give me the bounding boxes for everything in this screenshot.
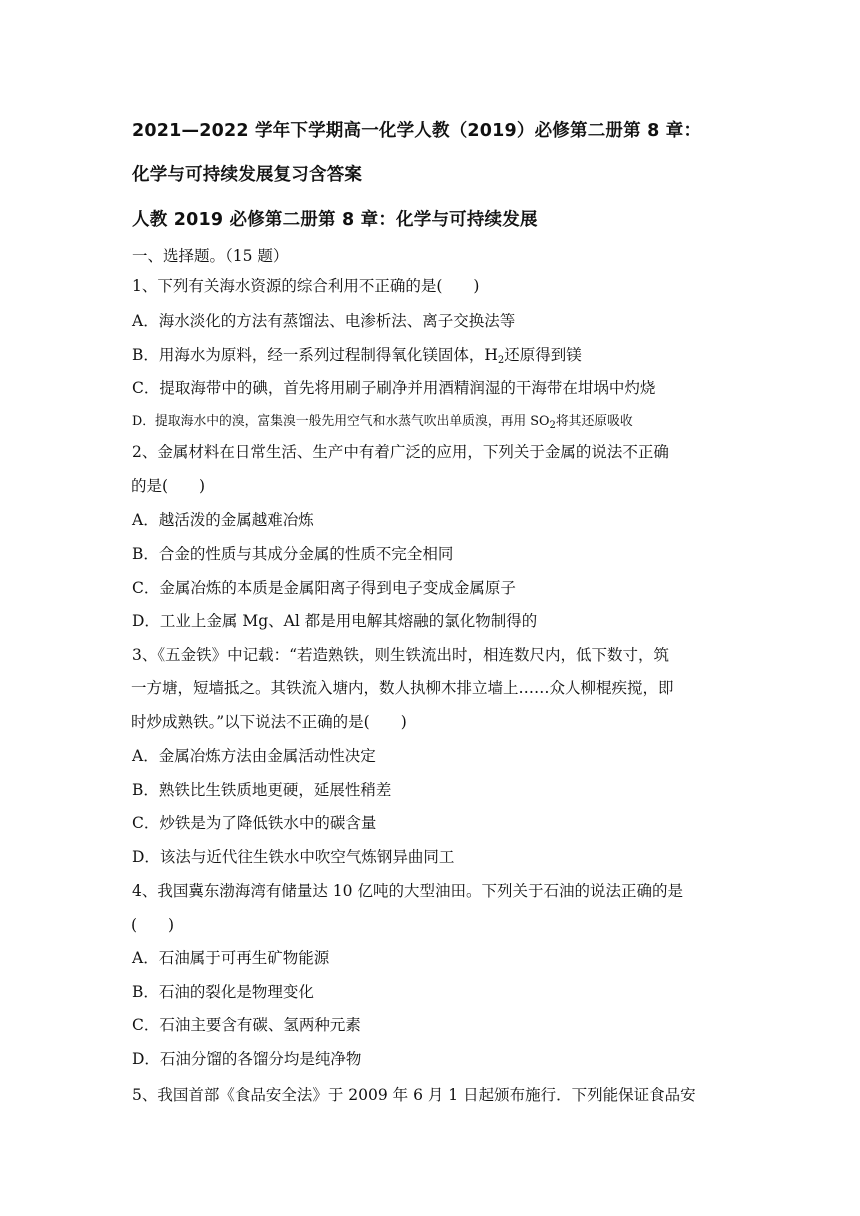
q2-stem-line2: 的是( ) [131, 477, 206, 495]
q4-option-d: D．石油分馏的各馏分均是纯净物 [132, 1050, 362, 1068]
q3-option-c: C．炒铁是为了降低铁水中的碳含量 [132, 814, 377, 832]
q2-option-b: B．合金的性质与其成分金属的性质不完全相同 [132, 545, 454, 563]
q4-option-c: C．石油主要含有碳、氢两种元素 [132, 1016, 361, 1034]
doc-title-line2: 化学与可持续发展复习含答案 [132, 165, 363, 185]
q3-option-a: A．金属冶炼方法由金属活动性决定 [132, 747, 376, 765]
q1-option-d-tail: 将其还原吸收 [555, 414, 633, 429]
q1-option-d-subscript: 2 [549, 420, 556, 431]
q3-option-b: B．熟铁比生铁质地更硬，延展性稍差 [132, 781, 392, 799]
q2-option-a: A．越活泼的金属越难冶炼 [132, 511, 314, 529]
q1-option-c: C．提取海带中的碘，首先将用刷子刷净并用酒精润湿的干海带在坩埚中灼烧 [132, 379, 656, 397]
q3-option-d: D．该法与近代往生铁水中吹空气炼钢异曲同工 [132, 848, 455, 866]
doc-title-line1: 2021—2022 学年下学期高一化学人教（2019）必修第二册第 8 章： [132, 121, 702, 141]
q3-stem-line3: 时炒成熟铁。”以下说法不正确的是( ) [131, 713, 407, 731]
q3-stem-line1: 3、《五金铁》中记载：“若造熟铁，则生铁流出时，相连数尺内，低下数寸，筑 [132, 646, 670, 664]
q3-stem-line2: 一方塘，短墙抵之。其铁流入塘内，数人执柳木排立墙上……众人柳棍疾搅，即 [131, 679, 674, 697]
q5-stem-line1: 5、我国首部《食品安全法》于 2009 年 6 月 1 日起颁布施行．下列能保证食品安 [132, 1086, 696, 1104]
q1-option-d [132, 410, 633, 431]
doc-subtitle: 人教 2019 必修第二册第 8 章：化学与可持续发展 [132, 210, 538, 230]
q1-option-d-text: D．提取海水中的溴，富集溴一般先用空气和水蒸气吹出单质溴，再用 SO [132, 414, 550, 429]
q2-option-d: D．工业上金属 Mg、Al 都是用电解其熔融的氯化物制得的 [132, 612, 538, 630]
q4-stem-line1: 4、我国冀东渤海湾有储量达 10 亿吨的大型油田。下列关于石油的说法正确的是 [132, 882, 683, 900]
q4-option-b: B．石油的裂化是物理变化 [132, 983, 314, 1001]
q1-option-b [132, 343, 582, 366]
q2-option-c: C．金属冶炼的本质是金属阳离子得到电子变成金属原子 [132, 579, 516, 597]
section-heading: 一、选择题。（15 题） [132, 247, 289, 265]
q1-option-b-text: B．用海水为原料，经一系列过程制得氧化镁固体，H [132, 346, 498, 364]
q1-option-a: A．海水淡化的方法有蒸馏法、电渗析法、离子交换法等 [132, 312, 516, 330]
q1-stem: 1、下列有关海水资源的综合利用不正确的是( ) [132, 277, 480, 295]
q2-stem-line1: 2、金属材料在日常生活、生产中有着广泛的应用，下列关于金属的说法不正确 [132, 443, 669, 461]
q4-option-a: A．石油属于可再生矿物能源 [132, 949, 330, 967]
q1-option-b-tail: 还原得到镁 [504, 346, 582, 364]
q1-option-b-subscript: 2 [497, 355, 505, 366]
q4-stem-line2: ( ) [131, 916, 175, 934]
